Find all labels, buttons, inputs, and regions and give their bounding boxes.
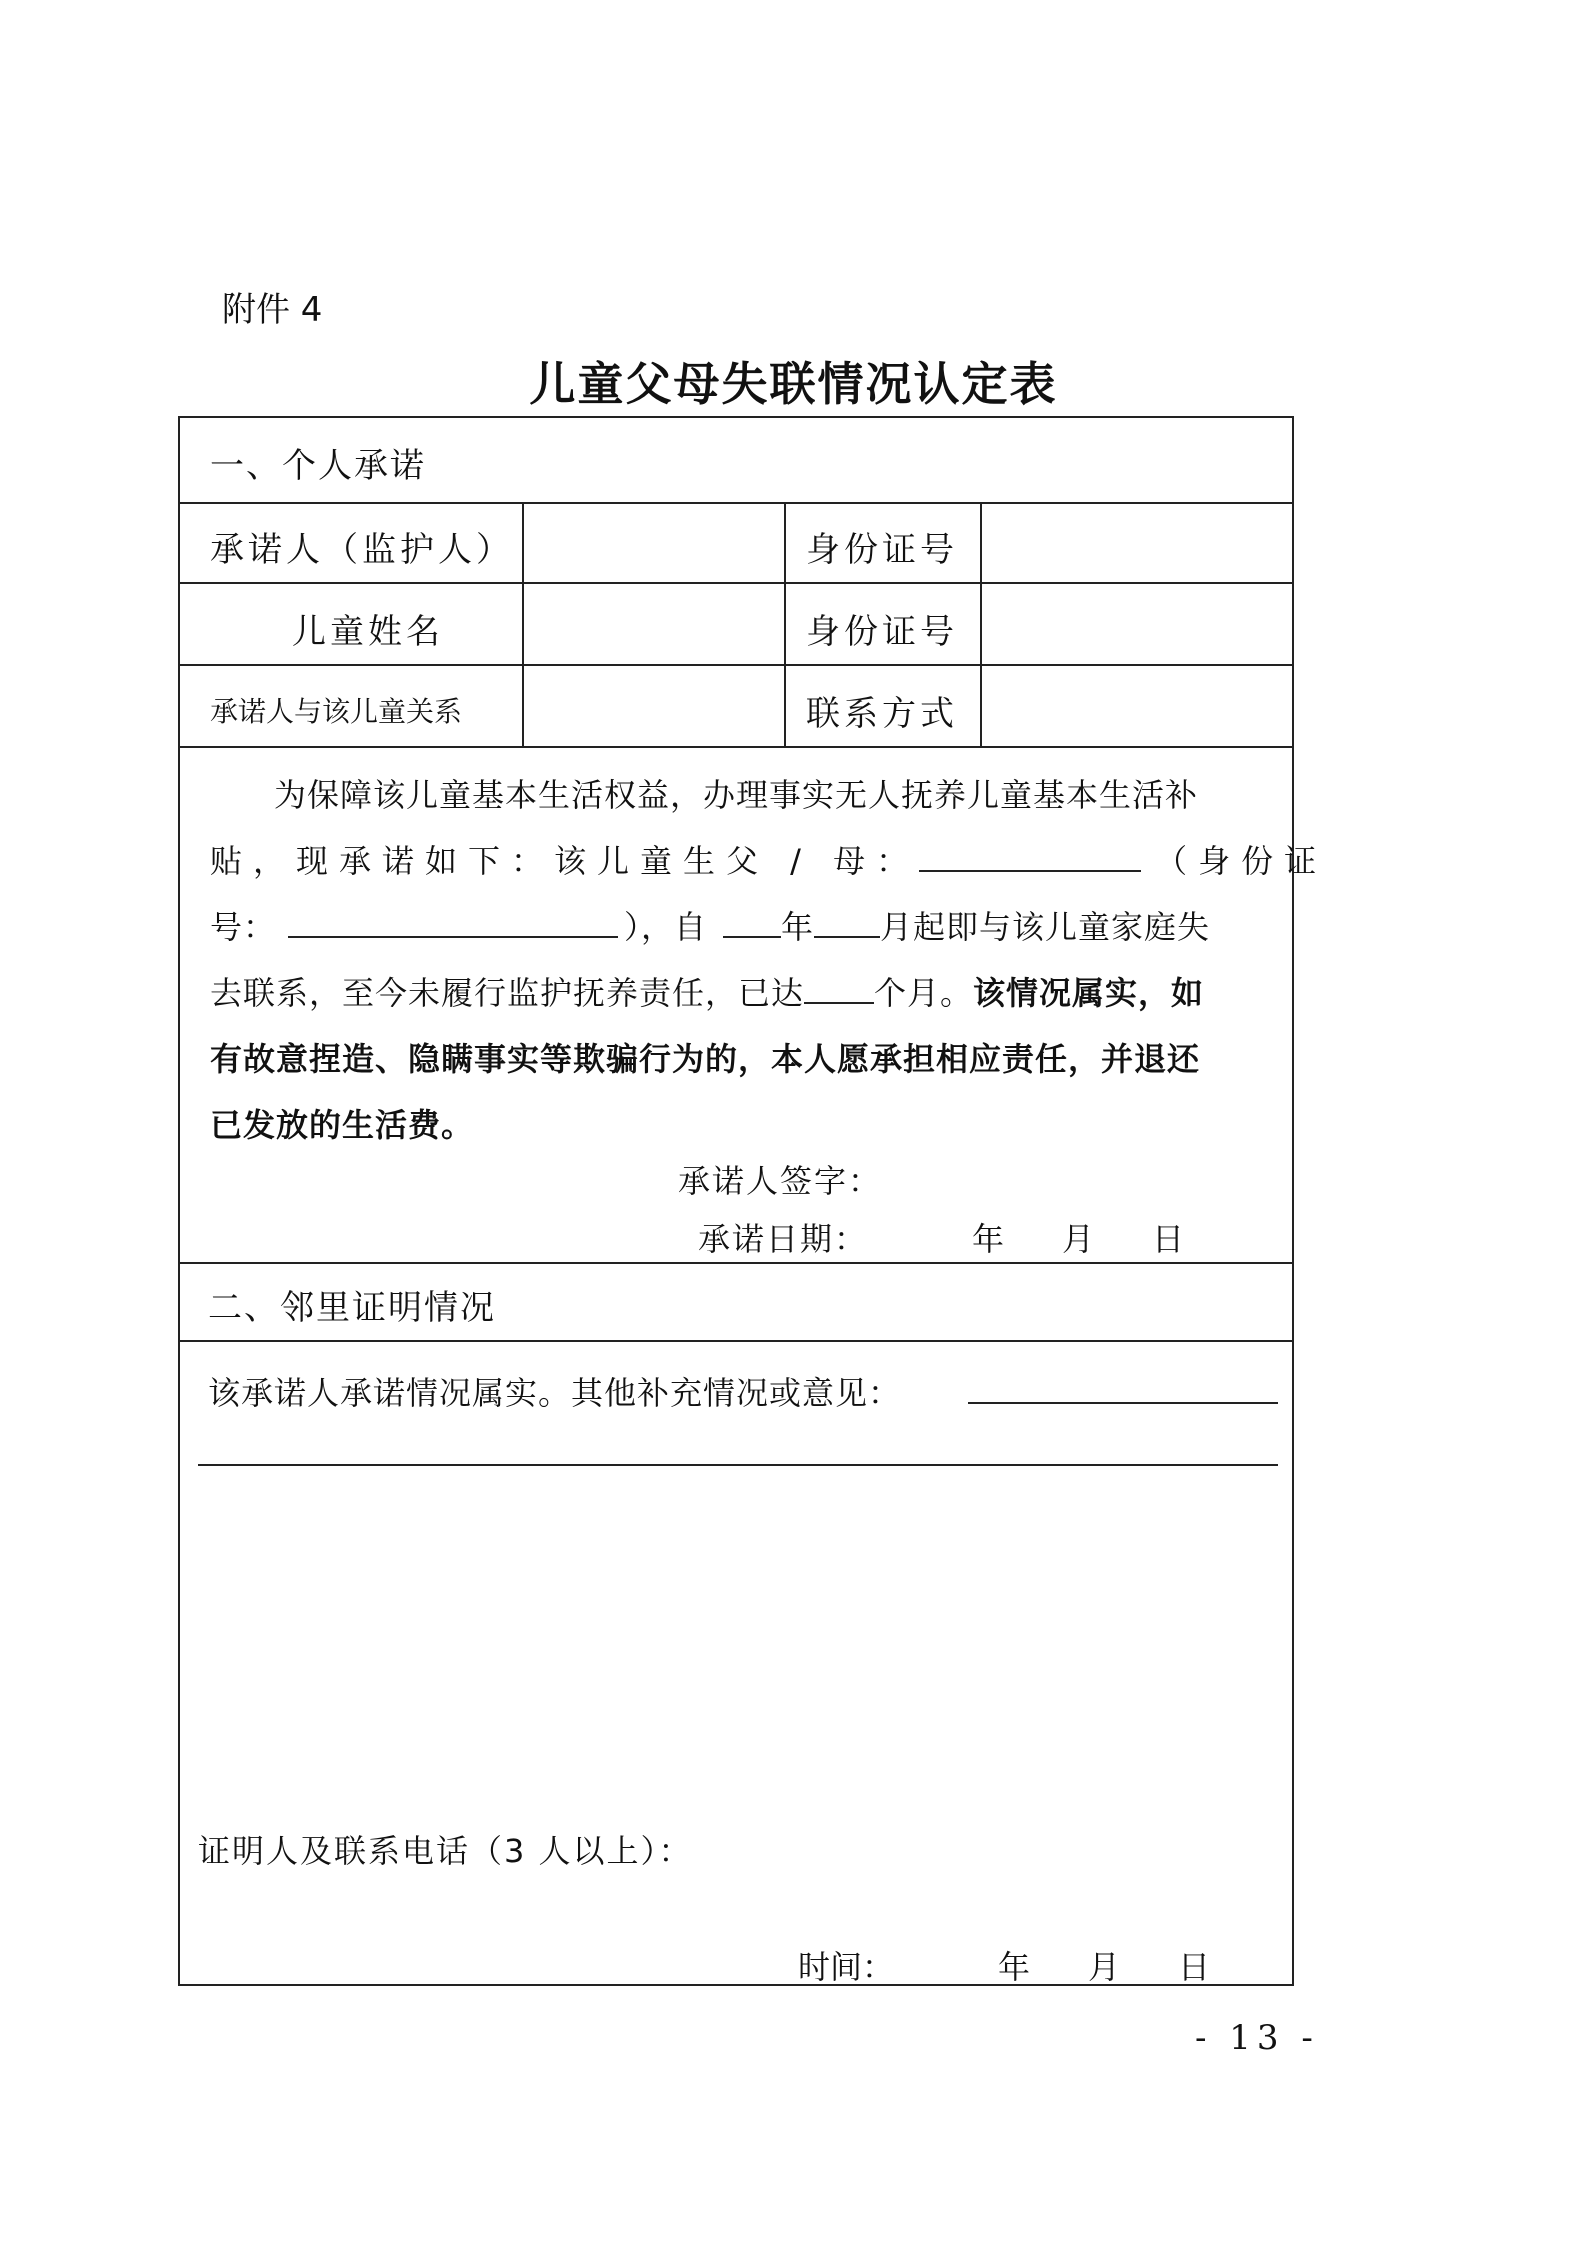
pledge-text: 去联系，至今未履行监护抚养责任，已达: [210, 974, 805, 1012]
pledge-day: 日: [1152, 1220, 1187, 1258]
pledge-date-label: 承诺日期：: [698, 1220, 869, 1258]
relation-label: 承诺人与该儿童关系: [210, 695, 463, 728]
pledge-line: [210, 960, 1264, 1026]
signature-label: 承诺人签字：: [678, 1162, 883, 1200]
opinion-line: [198, 1464, 1278, 1466]
form-table: [178, 416, 1328, 1986]
pledge-line: [210, 828, 1328, 894]
section1-heading: 一、个人承诺: [210, 446, 426, 486]
time-day: 日: [1178, 1948, 1211, 1986]
rule: [180, 664, 1292, 666]
child-id-label: 身份证号: [806, 612, 958, 652]
rule: [180, 582, 1292, 584]
months-blank: [804, 972, 874, 1004]
rule: [180, 1340, 1292, 1342]
pledge-month: 月: [1062, 1220, 1097, 1258]
month-blank: [814, 906, 880, 938]
time-month: 月: [1088, 1948, 1121, 1986]
guardian-label: 承诺人（监护人）: [210, 530, 514, 570]
pledge-line: 已发放的生活费。: [210, 1106, 475, 1144]
rule: [180, 502, 1292, 504]
time-label: 时间：: [798, 1948, 895, 1986]
form-title: 儿童父母失联情况认定表: [529, 357, 1058, 411]
page-number: - 13 -: [1195, 2018, 1319, 2058]
child-name-label: 儿童姓名: [292, 612, 444, 652]
time-year: 年: [998, 1948, 1031, 1986]
guardian-id-label: 身份证号: [806, 530, 958, 570]
pledge-year: 年: [972, 1220, 1007, 1258]
neighbor-statement: 该承诺人承诺情况属实。其他补充情况或意见：: [208, 1374, 902, 1412]
pledge-text: 月起即与该儿童家庭失: [880, 908, 1211, 946]
rule: [180, 1262, 1292, 1264]
rule: [180, 746, 1292, 748]
pledge-line: 为保障该儿童基本生活权益，办理事实无人抚养儿童基本生活补: [274, 776, 1199, 814]
column-divider: [522, 502, 524, 746]
pledge-text: ），自: [624, 908, 708, 946]
pledge-line: [210, 894, 1264, 960]
pledge-paragraph: [210, 762, 1328, 1158]
section2-heading: 二、邻里证明情况: [208, 1288, 496, 1328]
contact-label: 联系方式: [806, 694, 958, 734]
parent-name-blank: [919, 840, 1141, 872]
pledge-text: 号：: [210, 908, 277, 946]
pledge-text: 个月。: [874, 974, 974, 1012]
witness-label: 证明人及联系电话（3 人以上）：: [198, 1832, 693, 1870]
pledge-line: 有故意捏造、隐瞒事实等欺骗行为的，本人愿承担相应责任，并退还: [210, 1040, 1201, 1078]
opinion-line: [968, 1402, 1278, 1404]
column-divider: [784, 502, 786, 746]
pledge-text: 该情况属实，如: [973, 974, 1205, 1012]
column-divider: [980, 502, 982, 746]
year-blank: [723, 906, 781, 938]
pledge-text: （身份证: [1155, 842, 1328, 880]
attachment-label: 附件 4: [222, 290, 323, 330]
pledge-text: 贴，现承诺如下：该儿童生父 / 母：: [210, 842, 920, 880]
pledge-text: 年: [781, 908, 815, 946]
parent-id-blank: [288, 906, 618, 938]
